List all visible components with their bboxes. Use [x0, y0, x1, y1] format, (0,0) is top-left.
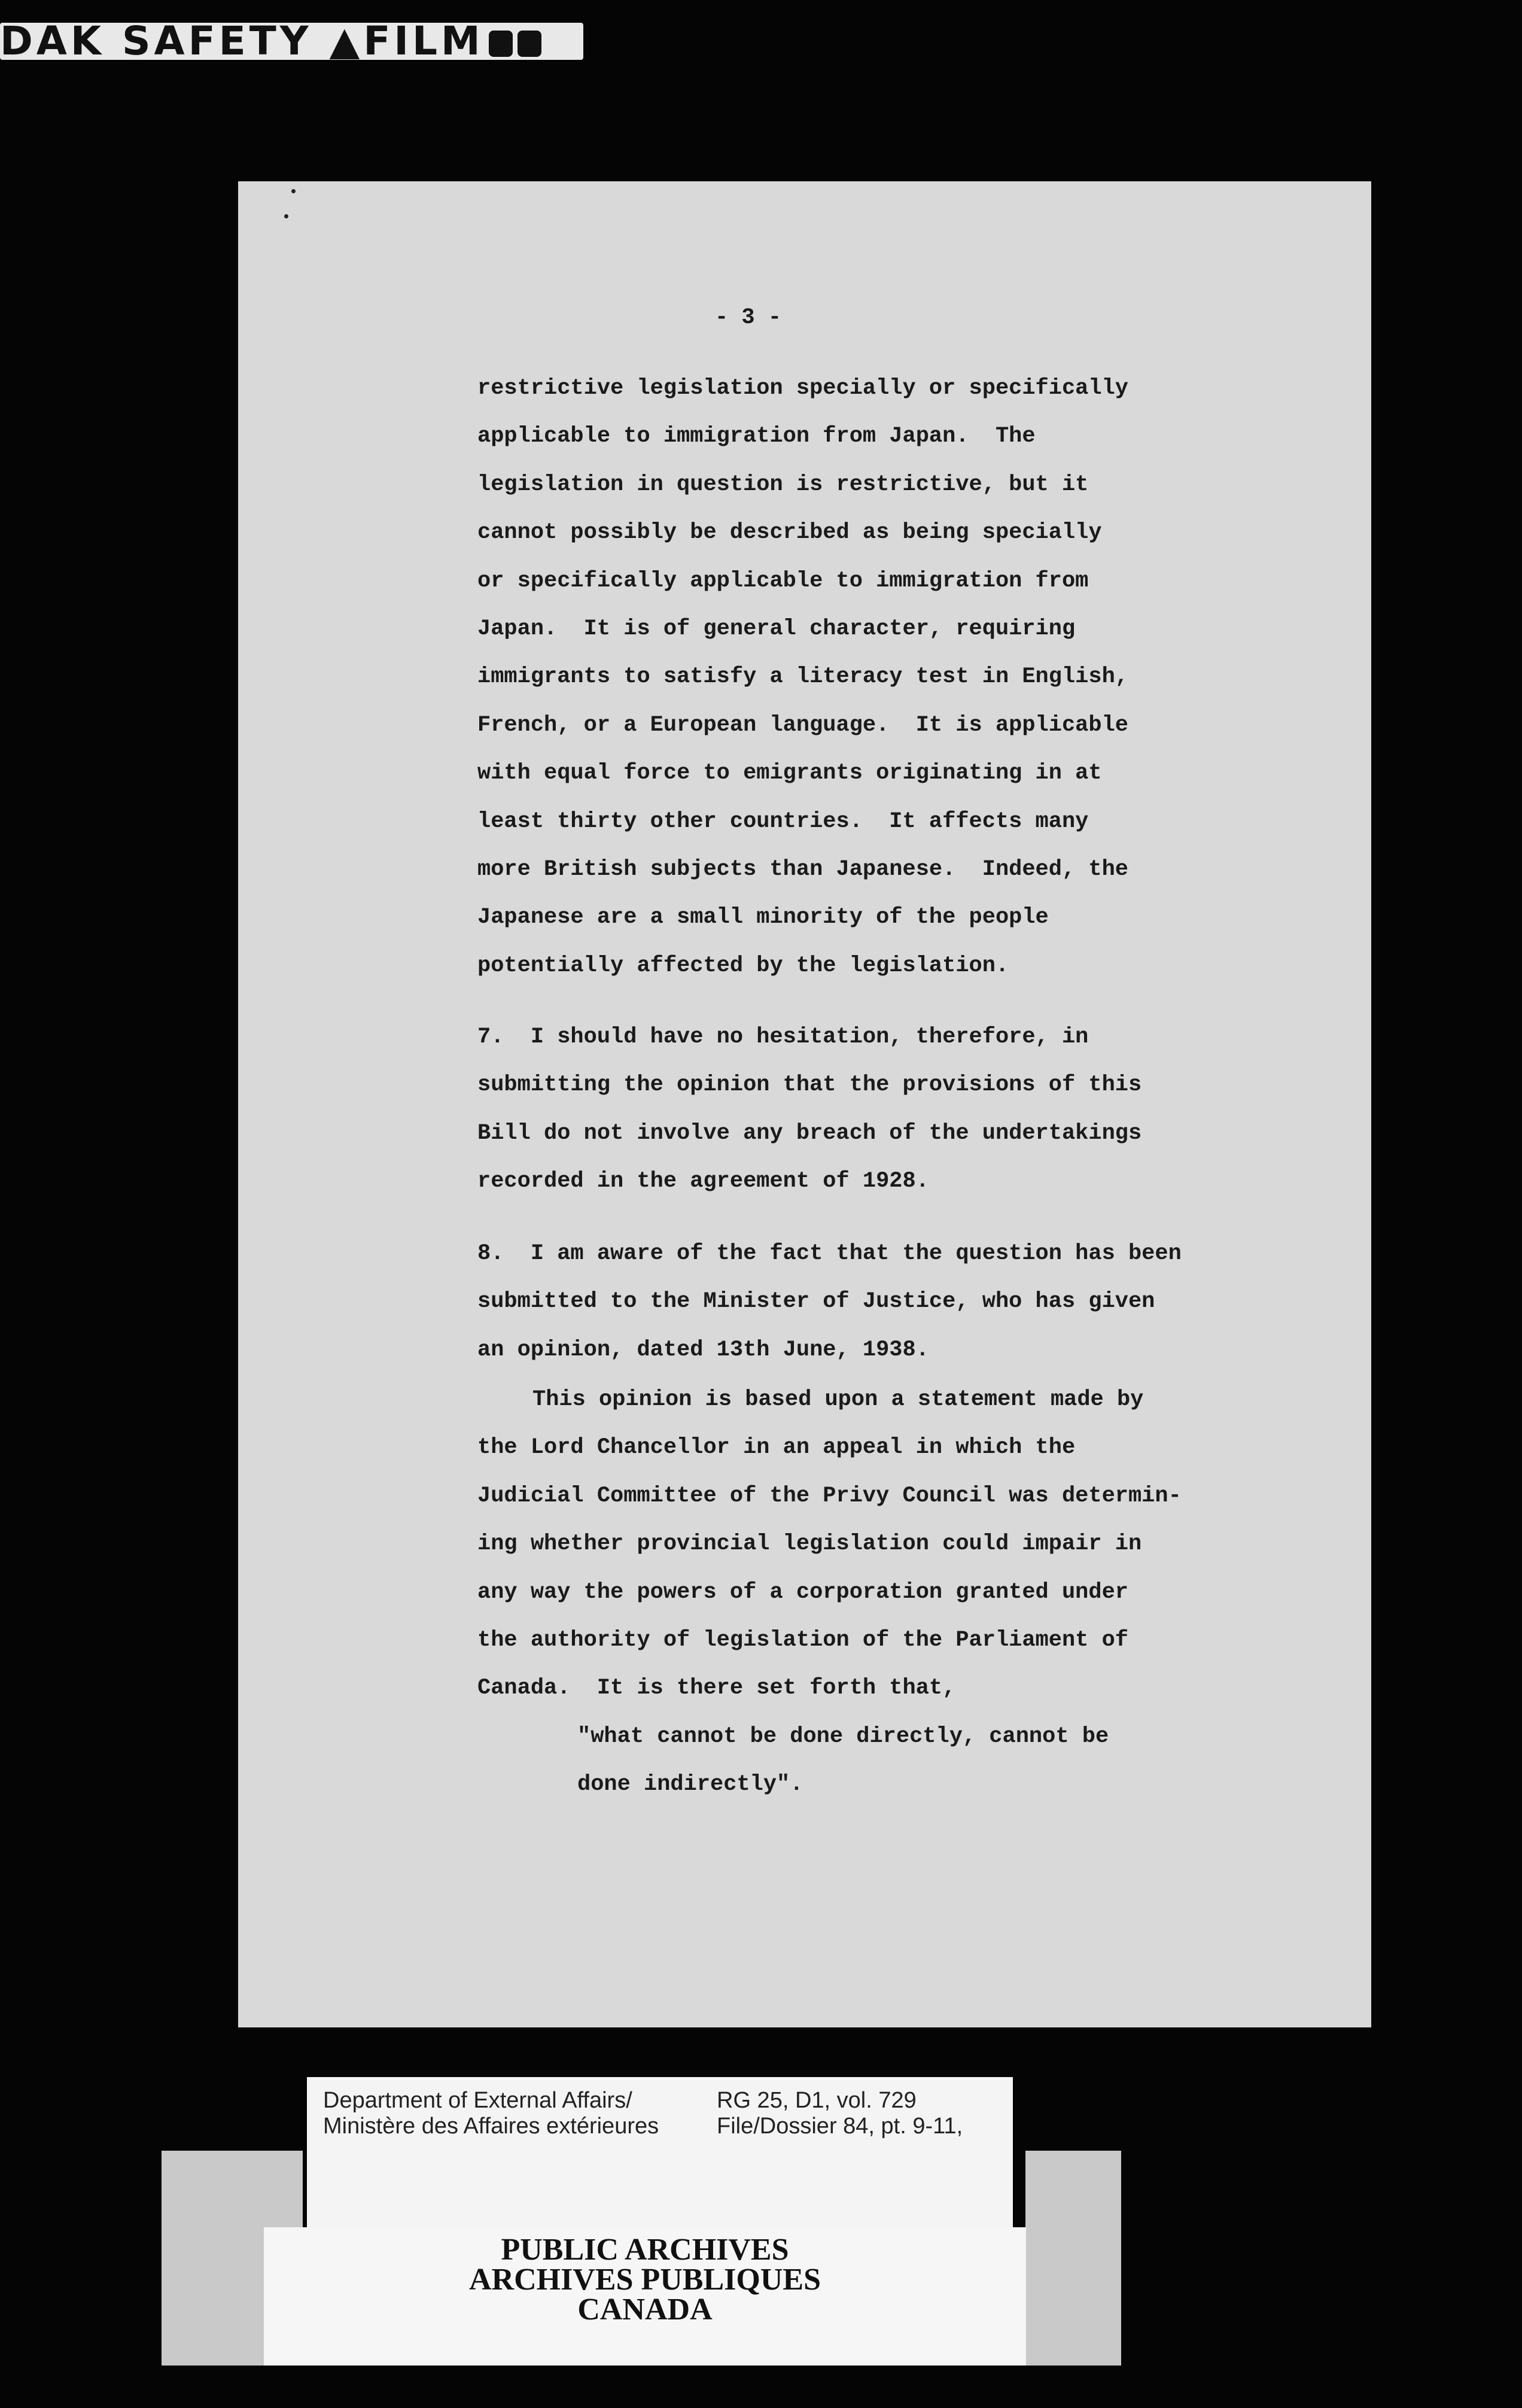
text-line: Japanese are a small minority of the people	[477, 905, 1049, 931]
film-perforation-mark	[518, 31, 541, 57]
text-line: cannot possibly be described as being specially	[477, 520, 1102, 546]
text-line: submitting the opinion that the provisions of this	[477, 1072, 1142, 1098]
text-line: "what cannot be done directly, cannot be	[577, 1723, 1109, 1749]
text-line: restrictive legislation specially or specifically	[477, 376, 1128, 401]
text-line: 8. I am aware of the fact that the question has been	[477, 1241, 1182, 1266]
text-line: the authority of legislation of the Parliament of	[477, 1628, 1128, 1653]
department-en: Department of External Affairs/	[323, 2088, 632, 2113]
text-line: French, or a European language. It is applicable	[477, 712, 1128, 738]
text-line: more British subjects than Japanese. Indeed, the	[477, 857, 1128, 882]
archive-reference: RG 25, D1, vol. 729	[717, 2088, 917, 2113]
archive-file: File/Dossier 84, pt. 9-11,	[717, 2114, 963, 2139]
text-line: potentially affected by the legislation.	[477, 953, 1009, 978]
speck	[284, 214, 288, 218]
text-line: the Lord Chancellor in an appeal in which the	[477, 1435, 1076, 1461]
stamp-line-3: CANADA	[577, 2293, 713, 2327]
text-line: or specifically applicable to immigration from	[477, 568, 1089, 594]
text-line: with equal force to emigrants originating in at	[477, 761, 1102, 786]
text-line: recorded in the agreement of 1928.	[477, 1169, 929, 1194]
film-frame-edge-right	[1025, 2151, 1121, 2366]
film-edge-label: DAK SAFETY ▲FILM	[0, 20, 541, 62]
text-line: done indirectly".	[577, 1772, 803, 1798]
film-perforation-mark	[489, 31, 513, 57]
text-line: Bill do not involve any breach of the undertakings	[477, 1120, 1142, 1146]
stamp-line-1: PUBLIC ARCHIVES	[501, 2233, 789, 2267]
text-line: 7. I should have no hesitation, therefore, in	[477, 1024, 1089, 1050]
text-line: an opinion, dated 13th June, 1938.	[477, 1337, 929, 1363]
text-line: applicable to immigration from Japan. The	[477, 424, 1036, 449]
text-line: any way the powers of a corporation granted under	[477, 1579, 1128, 1605]
text-line: This opinion is based upon a statement made by	[532, 1387, 1144, 1412]
text-line: immigrants to satisfy a literacy test in English,	[477, 664, 1128, 690]
text-line: Japan. It is of general character, requiring	[477, 616, 1076, 641]
speck	[291, 189, 296, 193]
text-line: least thirty other countries. It affects many	[477, 808, 1089, 834]
text-line: Canada. It is there set forth that,	[477, 1676, 956, 1701]
page-number: - 3 -	[715, 305, 782, 330]
text-line: legislation in question is restrictive, but it	[477, 472, 1089, 497]
department-fr: Ministère des Affaires extérieures	[323, 2114, 659, 2139]
text-line: Judicial Committee of the Privy Council was determin-	[477, 1483, 1182, 1509]
text-line: submitted to the Minister of Justice, who has given	[477, 1289, 1155, 1315]
text-line: ing whether provincial legislation could impair in	[477, 1531, 1142, 1557]
stamp-line-2: ARCHIVES PUBLIQUES	[468, 2263, 821, 2297]
